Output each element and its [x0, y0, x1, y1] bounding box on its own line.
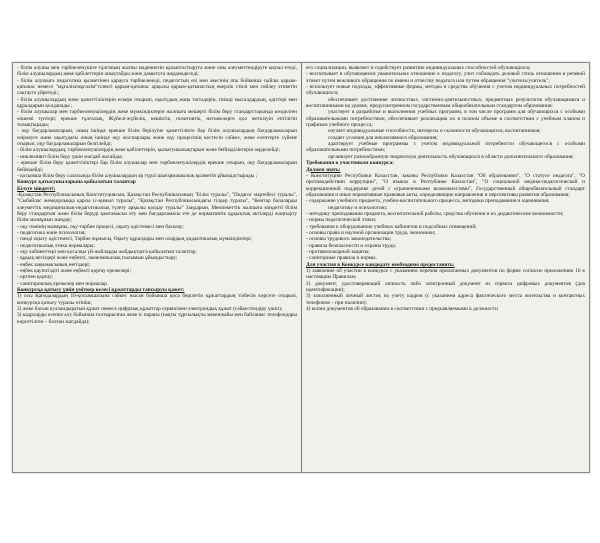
kazakh-paragraph: - оқу пәнінің мазмұны, оқу-тәрбие процесі, оқыту әдістемесі мен бағалау;: [17, 223, 184, 230]
document-sheet: [12, 62, 590, 473]
russian-paragraph: организует разнообразную творческую деятельность обучающихся в области дополнительного образования;: [328, 153, 574, 160]
russian-paragraph: адаптирует учебные программы с учетом индивидуальной потребности обучающегося с особыми образовательными потребностями;: [306, 141, 585, 154]
kazakh-paragraph: - білім алушы мен тәрбиеленушіге тұлғаның жалпы мәдениетін қалыптастыруға және оны әлеуметтендіруге ықпал етеді, білім алушылардың жеке қабілеттерін анықтайды және дамытуға жәрдемдеседі;: [17, 65, 297, 78]
kazakh-paragraph: Білуге міндетті:: [17, 185, 56, 192]
russian-paragraph: Должен знать:: [306, 166, 341, 173]
russian-paragraph: Для участия в Конкурсе кандидату необходимо предоставить:: [306, 261, 455, 268]
kazakh-paragraph: - педагогика және психология;: [17, 229, 86, 236]
kazakh-paragraph: - санитариялық ережелер мен нормалар.: [17, 280, 109, 287]
kazakh-paragraph: -Қазақстан Республикасының Конституциясын, Қазақстан Республикасының "Білім туралы", "Педагог мәртебесі туралы", "Сыбайлас жемқорлыққа қарсы іс-қимыл туралы", "Қазақстан Республикасындағы тілдер туралы", "Кемтар балаларды әлеуметтік медициналық-педагогикалық түзету арқылы қолдау туралы" Заңдарын, Мемлекеттік жалпыға міндетті білім беру стандартын және білім беруді қамтамасыз ету мен бағдарламасы ете де нормативтік құқықтық актілерді жаңғырту білім мазмұнын жандау;: [17, 191, 297, 224]
russian-paragraph: - основы трудового законодательства;: [306, 236, 392, 243]
russian-paragraph: - использует новые подходы, эффективные формы, методы и средства обучения с учетом индивидуальных потребностей обучающихся;: [306, 84, 585, 97]
russian-paragraph: 2) документ, удостоверяющий личность либо электронный документ из сервиса цифровых документов (для идентификации);: [306, 280, 585, 294]
kazakh-paragraph: - еңбек қауіпсіздігі және еңбекті қорғау ережелері;: [17, 268, 131, 274]
russian-paragraph: 1) заявление об участии в конкурсе с указанием перечня прилагаемых документов по форме согласно приложению 10 к настоящим Правилам;: [306, 268, 585, 281]
kazakh-paragraph: - еңбек заңнамасының негіздері;: [17, 261, 91, 268]
kazakh-paragraph: - өртпен қорғау;: [17, 274, 54, 281]
russian-paragraph: - основы права и научной организации труда, экономики;: [306, 229, 436, 236]
russian-paragraph: педагогику и психологию;: [328, 204, 388, 211]
kazakh-paragraph: - оқу кабинеттері мен қосалқы үй-жайларды жабдықтауға қойылатын талаптар;: [17, 248, 197, 255]
russian-paragraph: - требования к оборудованию учебных кабинетов и подсобных помещений;: [306, 223, 477, 230]
kazakh-paragraph: - құқық негіздері және еңбекті, экономикалық ғылымын ұйымдастыру;: [17, 255, 178, 262]
kazakh-paragraph: Конкурсқа қатысу үшін үміткер келесі құжаттарды тапсыруы қажет:: [17, 287, 185, 294]
kazakh-paragraph: - пәнді оқыту әдістемесі, Тәрбие жұмысы, Оқыту құралдары мен олардың дидактикалық мүмкіндіктері;: [17, 236, 253, 243]
russian-paragraph: 4) копии документов об образовании в соответствии с предъявляемыми к должности: [306, 306, 498, 313]
russian-paragraph: его социализации, выявляет и содействует развитию индивидуальных способностей обучающихся;: [306, 65, 531, 71]
kazakh-paragraph: - білім алушылардың, тәрбиеленушілердің жеке қабілеттерін, қызығушылықтарын және бейімділіктерін зерделейді;: [17, 147, 281, 154]
russian-paragraph: обеспечивает достижение личностных, системно-деятельностных, предметных результатов обучающимися и воспитанниками на уровне, предусмотренном государственным общеобязательным стандартом образования;: [306, 96, 585, 110]
russian-paragraph: изучает индивидуальные способности, интересы и склонности обучающихся, воспитанников;: [328, 128, 541, 135]
kazakh-paragraph: - білім алушыға педагогика қызметінен қарауға тәрбиеленеді, педагогтың өзі мен әкесінің аты бойынша сыйлы қарым-қатынас немесе "мұғалім/мұғалім"тілекті қарым-қатынас арқылы қарым-қатынастың өкерлік стилі мен сөйлеу этикетін сақтауға үйретеді.;: [17, 77, 297, 97]
russian-paragraph: - нормы педагогической этики;: [306, 217, 377, 224]
kazakh-paragraph: 1) осы Қағидалардың 10-қосымшасына сәйкес нысан бойынша қоса берілетін құжаттардың тізбесін көрсете отырып, конкурсқа қатысу туралы өтініш;: [17, 293, 297, 306]
kazakh-paragraph: - қосымша білім беру саласында білім алушылардың әр түрлі шығармашылық қызметін ұйымдастырады ;: [17, 172, 258, 179]
kazakh-paragraph: 2) жеке басын куәландыратын құжат немесе цифрлық құжаттар сервисінен электрондық құжат (сәйкестендіру үшін);: [17, 306, 283, 313]
russian-paragraph: - воспитывает в обучающемся уважительное отношение к педагогу, учит соблюдать деловой стиль отношения и речевой этикет путем вежливого обращения по имени и отчеству педагога или путем обращения "учитель/учитель";: [306, 71, 585, 84]
kazakh-paragraph: - білім алушылардың жеке қажеттіліктерін ескере отырып, оқытудың жаңа тәсілдерін, тиімді мысалдардың, әдістері мен құралдарын қолданады ;: [17, 96, 297, 110]
kazakh-paragraph: 3) кадрларды есепке алу бойынша толтырылған жеке іс парағы (нақты тұрғылықты мекенжайы мен байланыс телефондары көрсетілген – болған жағдайда);: [17, 312, 297, 325]
kazakh-paragraph: - білім алушылар мен тәрбиеленушілердің жеке мүмкіндіктерін жалпыға мешерті білім беру стандарттарында көзделген өлшемі түптері; ерекше тұлғалық, Жүйелі-жүйелік, кешіктік, позитивтік, нәтижелерге қол жеткізуін ептілігін толықтырады;: [17, 109, 297, 129]
russian-paragraph: Требования к участникам конкурса:: [306, 160, 394, 167]
russian-text-column: [301, 63, 589, 472]
russian-paragraph: создает условия для инклюзивного образования;: [328, 134, 438, 141]
kazakh-text-column: [13, 63, 301, 472]
kazakh-paragraph: - оқу бағдарламаларын, оның ішінде ерекше білім берілуіне қажеттілікте бар білім алушылардың бағдарламаларын өзірлеуге және оқытудағы оның ішінде оқу жоспарлары және оқу процесінің кестесін сәйкес, жеке есептерге сүйене отырып, оқу бағдарламаларын белгілейді;: [17, 128, 297, 148]
kazakh-paragraph: - ерекше білім беру қажеттіліктері бар білім алушылар мен тәрбиеленушілердің ерекше отырып, оқу бағдарламаларын бейімдейді;: [17, 160, 297, 173]
russian-paragraph: - правила безопасности и охраны труда;: [306, 242, 397, 249]
russian-paragraph: участвует в разработке и выполнении учебных программ, в том числе программ для обучающихся с особыми образовательными потребностями, обеспечивает реализацию их в полном объеме в соответствии с учебным планом и графиком учебного процесса;: [306, 109, 585, 129]
kazakh-paragraph: - педагогикалық этика нормалары;: [17, 242, 95, 249]
russian-paragraph: - методику преподавания предмета, воспитательной работы, средства обучения и их дидактические возможности;: [306, 210, 564, 217]
russian-paragraph: - противопожарной защиты;: [306, 248, 370, 255]
russian-paragraph: - содержание учебного предмета, учебно-воспитательного процесса, методики преподавания и оценивания;: [306, 198, 550, 205]
kazakh-paragraph: - инклюзивті білім беру үшін жағдай жасайды;: [17, 153, 123, 160]
russian-paragraph: - санитарные правила и нормы.: [306, 255, 377, 262]
russian-paragraph: - Конституцию Республики Казахстан, законы Республики Казахстан "Об образовании", "О статусе педагога", "О противодействии коррупции", "О языках в Республике Казахстан", "О социальной медико-педагогической и коррекционной поддержке детей с ограниченными возможностями", Государственный общеобязательный стандарт образования и иные нормативные правовые акты, определяющие направления и перспективы развития образования;: [306, 172, 585, 198]
russian-paragraph: 3) заполненный личный листок по учету кадров (с указанием адреса фактического места жительства и контактных телефонов – при наличии);: [306, 293, 585, 306]
kazakh-paragraph: Конкурс қатысушыларына қойылатын талаптар: [17, 179, 136, 186]
